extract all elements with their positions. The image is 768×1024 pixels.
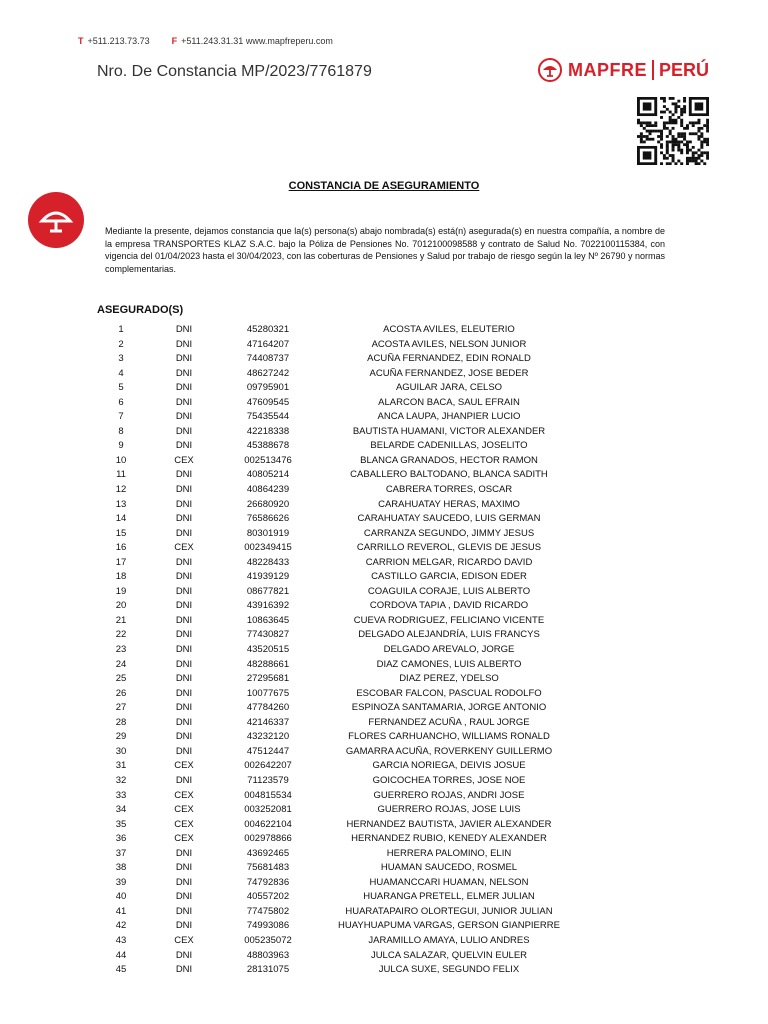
document-type: DNI [175, 687, 193, 699]
row-number: 6 [118, 396, 124, 408]
document-type: DNI [175, 702, 193, 714]
list-item [0, 425, 768, 440]
document-number: 42218338 [246, 425, 290, 437]
insured-name: ACOSTA AVILES, NELSON JUNIOR [371, 338, 527, 350]
document-type: DNI [175, 411, 193, 423]
list-item [0, 963, 768, 978]
insured-name: ESPINOZA SANTAMARIA, JORGE ANTONIO [351, 702, 547, 714]
list-item [0, 658, 768, 673]
document-type: DNI [175, 324, 193, 335]
document-type: DNI [175, 745, 193, 757]
document-type: DNI [175, 862, 193, 874]
document-title: CONSTANCIA DE ASEGURAMIENTO [288, 180, 480, 192]
document-number: 43692465 [246, 847, 290, 859]
document-type: DNI [175, 600, 193, 612]
document-type: DNI [175, 731, 193, 743]
row-number: 18 [115, 571, 127, 583]
phone-number: +511.213.73.73 [87, 36, 150, 46]
document-type: DNI [175, 338, 193, 350]
row-number: 31 [115, 760, 127, 772]
insured-name: JULCA SALAZAR, QUELVIN EULER [370, 949, 528, 961]
row-number: 38 [115, 862, 127, 874]
logo-country: PERÚ [659, 59, 710, 80]
document-type: DNI [175, 949, 193, 961]
insured-name: BELARDE CADENILLAS, JOSELITO [370, 440, 528, 452]
insured-name: FLORES CARHUANCHO, WILLIAMS RONALD [348, 731, 550, 743]
list-item [0, 745, 768, 760]
constancia-number: Nro. De Constancia MP/2023/7761879 [97, 63, 372, 80]
row-number: 8 [118, 425, 124, 437]
row-number: 5 [118, 382, 124, 394]
list-item [0, 527, 768, 542]
row-number: 13 [115, 498, 127, 510]
list-item [0, 381, 768, 396]
insured-name: DELGADO AREVALO, JORGE [383, 644, 515, 656]
list-item [0, 774, 768, 789]
list-item [0, 614, 768, 629]
document-type: DNI [175, 876, 193, 888]
document-type: DNI [175, 774, 193, 786]
document-number: 41939129 [246, 571, 290, 583]
list-item [0, 338, 768, 353]
row-number: 45 [115, 964, 127, 976]
document-number: 47164207 [246, 338, 290, 350]
row-number: 41 [115, 905, 127, 917]
insured-list [0, 323, 768, 978]
list-item [0, 759, 768, 774]
row-number: 27 [115, 702, 127, 714]
list-item [0, 876, 768, 891]
document-type: DNI [175, 585, 193, 597]
document-number: 74792836 [246, 876, 290, 888]
row-number: 23 [115, 644, 127, 656]
list-item [0, 599, 768, 614]
document-number: 77475802 [246, 905, 290, 917]
document-type: DNI [175, 644, 193, 656]
row-number: 25 [115, 673, 127, 685]
list-item [0, 672, 768, 687]
insured-name: HUAMAN SAUCEDO, ROSMEL [380, 862, 518, 874]
row-number: 2 [118, 338, 124, 350]
insured-name: AGUILAR JARA, CELSO [395, 382, 503, 394]
row-number: 17 [115, 556, 127, 568]
document-type: DNI [175, 964, 193, 976]
row-number: 19 [115, 585, 127, 597]
phone-label: T [78, 36, 84, 46]
document-number: 48228433 [246, 556, 290, 568]
row-number: 34 [115, 804, 127, 816]
row-number: 20 [115, 600, 127, 612]
document-type: DNI [175, 556, 193, 568]
document-type: DNI [175, 382, 193, 394]
insured-name: CASTILLO GARCIA, EDISON EDER [371, 571, 527, 583]
list-item [0, 410, 768, 425]
row-number: 12 [115, 484, 127, 496]
insured-name: ESCOBAR FALCON, PASCUAL RODOLFO [356, 687, 542, 699]
document-type: DNI [175, 673, 193, 685]
list-item [0, 454, 768, 469]
insured-name: CUEVA RODRIGUEZ, FELICIANO VICENTE [353, 614, 545, 626]
insured-name: CABALLERO BALTODANO, BLANCA SADITH [350, 469, 548, 481]
list-item [0, 367, 768, 382]
document-number: 47784260 [246, 702, 290, 714]
row-number: 33 [115, 789, 127, 801]
document-type: CEX [174, 542, 194, 554]
insured-section-title: ASEGURADO(S) [97, 304, 184, 316]
document-type: DNI [175, 716, 193, 728]
document-number: 26680920 [246, 498, 290, 510]
document-number: 005235072 [244, 934, 292, 946]
document-type: DNI [175, 571, 193, 583]
row-number: 22 [115, 629, 127, 641]
insured-name: COAGUILA CORAJE, LUIS ALBERTO [367, 585, 531, 597]
document-type: DNI [175, 353, 193, 365]
list-item [0, 585, 768, 600]
document-type: DNI [175, 469, 193, 481]
document-type: CEX [174, 818, 194, 830]
insured-name: HERNANDEZ RUBIO, KENEDY ALEXANDER [351, 833, 547, 845]
row-number: 30 [115, 745, 127, 757]
insured-name: ALARCON BACA, SAUL EFRAIN [378, 396, 520, 408]
insured-name: ACOSTA AVILES, ELEUTERIO [383, 324, 515, 335]
row-number: 40 [115, 891, 127, 903]
document-type: CEX [174, 454, 194, 466]
row-number: 39 [115, 876, 127, 888]
insured-name: CARAHUATAY HERAS, MAXIMO [378, 498, 520, 510]
row-number: 10 [115, 454, 127, 466]
insured-name: DIAZ CAMONES, LUIS ALBERTO [376, 658, 522, 670]
fax-number: +511.243.31.31 [181, 36, 244, 46]
document-number: 10077675 [246, 687, 290, 699]
list-item [0, 701, 768, 716]
row-number: 11 [116, 469, 126, 481]
document-number: 40805214 [246, 469, 290, 481]
document-number: 43916392 [246, 600, 290, 612]
row-number: 44 [115, 949, 127, 961]
qr-code-icon [637, 97, 709, 165]
row-number: 9 [118, 440, 124, 452]
row-number: 14 [115, 513, 127, 525]
insured-name: JULCA SUXE, SEGUNDO FELIX [378, 964, 520, 976]
fax-label: F [171, 36, 178, 46]
list-item [0, 832, 768, 847]
document-number: 76586626 [246, 513, 290, 525]
document-number: 002513476 [244, 454, 292, 466]
list-item [0, 716, 768, 731]
row-number: 42 [115, 920, 127, 932]
document-type: DNI [175, 440, 193, 452]
insured-name: DIAZ PEREZ, YDELSO [399, 673, 499, 685]
document-type: DNI [175, 658, 193, 670]
document-number: 47512447 [246, 745, 290, 757]
contact-line [78, 36, 333, 46]
document-type: DNI [175, 847, 193, 859]
insured-name: CARAHUATAY SAUCEDO, LUIS GERMAN [357, 513, 541, 525]
list-item [0, 861, 768, 876]
row-number: 15 [115, 527, 127, 539]
insured-name: GUERRERO ROJAS, JOSE LUIS [377, 804, 521, 816]
document-number: 80301919 [246, 527, 290, 539]
document-number: 40864239 [246, 484, 290, 496]
document-number: 45388678 [246, 440, 290, 452]
document-number: 48627242 [246, 367, 290, 379]
document-type: CEX [174, 804, 194, 816]
document-number: 27295681 [246, 673, 290, 685]
insured-name: ACUÑA FERNANDEZ, JOSE BEDER [369, 367, 529, 379]
document-number: 002978866 [244, 833, 292, 845]
list-item [0, 687, 768, 702]
list-item [0, 730, 768, 745]
list-item [0, 541, 768, 556]
list-item [0, 905, 768, 920]
list-item [0, 323, 768, 338]
insured-name: BLANCA GRANADOS, HECTOR RAMON [360, 454, 538, 466]
document-type: DNI [175, 629, 193, 641]
document-number: 75435544 [246, 411, 290, 423]
row-number: 24 [115, 658, 127, 670]
insured-name: ACUÑA FERNANDEZ, EDIN RONALD [367, 353, 531, 365]
insured-name: HUAMANCCARI HUAMAN, NELSON [369, 876, 529, 888]
insured-name: CORDOVA TAPIA , DAVID RICARDO [369, 600, 529, 612]
document-number: 004815534 [244, 789, 292, 801]
list-item [0, 498, 768, 513]
list-item [0, 570, 768, 585]
insured-name: ANCA LAUPA, JHANPIER LUCIO [377, 411, 521, 423]
row-number: 26 [115, 687, 127, 699]
document-number: 004622104 [244, 818, 292, 830]
document-number: 48288661 [246, 658, 290, 670]
document-number: 47609545 [246, 396, 290, 408]
logo-brand: MAPFRE [568, 59, 647, 80]
list-item [0, 483, 768, 498]
document-type: DNI [175, 367, 193, 379]
insured-name: GAMARRA ACUÑA, ROVERKENY GUILLERMO [345, 745, 553, 757]
document-number: 08677821 [246, 585, 290, 597]
list-item [0, 628, 768, 643]
document-type: DNI [175, 920, 193, 932]
insured-name: BAUTISTA HUAMANI, VICTOR ALEXANDER [352, 425, 546, 437]
insured-name: GARCIA NORIEGA, DEIVIS JOSUE [372, 760, 526, 772]
row-number: 37 [115, 847, 127, 859]
row-number: 4 [118, 367, 124, 379]
document-number: 28131075 [246, 964, 290, 976]
insured-name: HUARATAPAIRO OLORTEGUI, JUNIOR JULIAN [345, 905, 553, 917]
document-type: DNI [175, 498, 193, 510]
insured-name: CARRILLO REVEROL, GLEVIS DE JESUS [356, 542, 542, 554]
list-item [0, 890, 768, 905]
insured-name: HUARANGA PRETELL, ELMER JULIAN [363, 891, 535, 903]
list-item [0, 789, 768, 804]
mapfre-logo [538, 56, 709, 84]
mapfre-emblem-icon [538, 58, 562, 82]
row-number: 28 [115, 716, 127, 728]
insured-name: JARAMILLO AMAYA, LULIO ANDRES [368, 934, 530, 946]
list-item [0, 396, 768, 411]
list-item [0, 439, 768, 454]
document-number: 74993086 [246, 920, 290, 932]
document-type: DNI [175, 891, 193, 903]
document-number: 42146337 [246, 716, 290, 728]
insured-name: GUERRERO ROJAS, ANDRI JOSE [373, 789, 525, 801]
list-item [0, 818, 768, 833]
list-item [0, 847, 768, 862]
list-item [0, 949, 768, 964]
insured-name: HERRERA PALOMINO, ELIN [386, 847, 512, 859]
row-number: 16 [115, 542, 127, 554]
document-number: 74408737 [246, 353, 290, 365]
document-type: CEX [174, 934, 194, 946]
document-number: 43520515 [246, 644, 290, 656]
row-number: 1 [118, 324, 124, 335]
list-item [0, 934, 768, 949]
row-number: 29 [115, 731, 127, 743]
document-number: 10863645 [246, 614, 290, 626]
insured-name: FERNANDEZ ACUÑA , RAUL JORGE [368, 716, 530, 728]
document-type: DNI [175, 527, 193, 539]
document-type: DNI [175, 396, 193, 408]
document-number: 75681483 [246, 862, 290, 874]
insured-name: HUAYHUAPUMA VARGAS, GERSON GIANPIERRE [338, 920, 560, 932]
mapfre-seal-icon [28, 192, 84, 248]
document-type: DNI [175, 484, 193, 496]
document-number: 71123579 [247, 774, 289, 786]
insured-name: GOICOCHEA TORRES, JOSE NOE [372, 774, 526, 786]
list-item [0, 643, 768, 658]
list-item [0, 803, 768, 818]
list-item [0, 556, 768, 571]
document-number: 002349415 [244, 542, 292, 554]
row-number: 32 [115, 774, 127, 786]
list-item [0, 919, 768, 934]
document-number: 43232120 [246, 731, 290, 743]
insured-name: DELGADO ALEJANDRÍA, LUIS FRANCYS [358, 629, 540, 641]
list-item [0, 512, 768, 527]
document-number: 003252081 [244, 804, 292, 816]
document-number: 77430827 [246, 629, 290, 641]
document-type: DNI [175, 513, 193, 525]
document-type: DNI [175, 905, 193, 917]
document-number: 09795901 [246, 382, 290, 394]
list-item [0, 468, 768, 483]
list-item [0, 352, 768, 367]
document-type: DNI [175, 425, 193, 437]
website-link[interactable]: www.mapfreperu.com [245, 36, 333, 46]
insured-name: HERNANDEZ BAUTISTA, JAVIER ALEXANDER [346, 818, 552, 830]
intro-paragraph: Mediante la presente, dejamos constancia que la(s) persona(s) abajo nombrada(s) está(n) asegurada(s) en nuestra compañía, a nombre de la empresa TRANSPORTES KLAZ S.A.C. bajo la Póliza de Pensiones No. 7012100098588 y contrato de Salud No. 7022100115384, con vigencia del 01/04/2023 hasta el 30/04/2023, con las coberturas de Pensiones y Salud por trabajo de riesgo según la ley Nº 26790 y normas complementarias. [105, 226, 665, 274]
document-type: CEX [174, 760, 194, 772]
document-number: 40557202 [246, 891, 290, 903]
document-type: CEX [174, 833, 194, 845]
row-number: 21 [115, 614, 127, 626]
document-number: 48803963 [246, 949, 290, 961]
row-number: 7 [118, 411, 124, 423]
insured-name: CARRION MELGAR, RICARDO DAVID [365, 556, 533, 568]
row-number: 36 [115, 833, 127, 845]
document-type: DNI [175, 614, 193, 626]
document-number: 002642207 [244, 760, 292, 772]
document-type: CEX [174, 789, 194, 801]
row-number: 35 [115, 818, 127, 830]
row-number: 3 [118, 353, 124, 365]
row-number: 43 [115, 934, 127, 946]
insured-name: CARRANZA SEGUNDO, JIMMY JESUS [363, 527, 535, 539]
insured-name: CABRERA TORRES, OSCAR [385, 484, 513, 496]
document-number: 45280321 [246, 324, 290, 335]
